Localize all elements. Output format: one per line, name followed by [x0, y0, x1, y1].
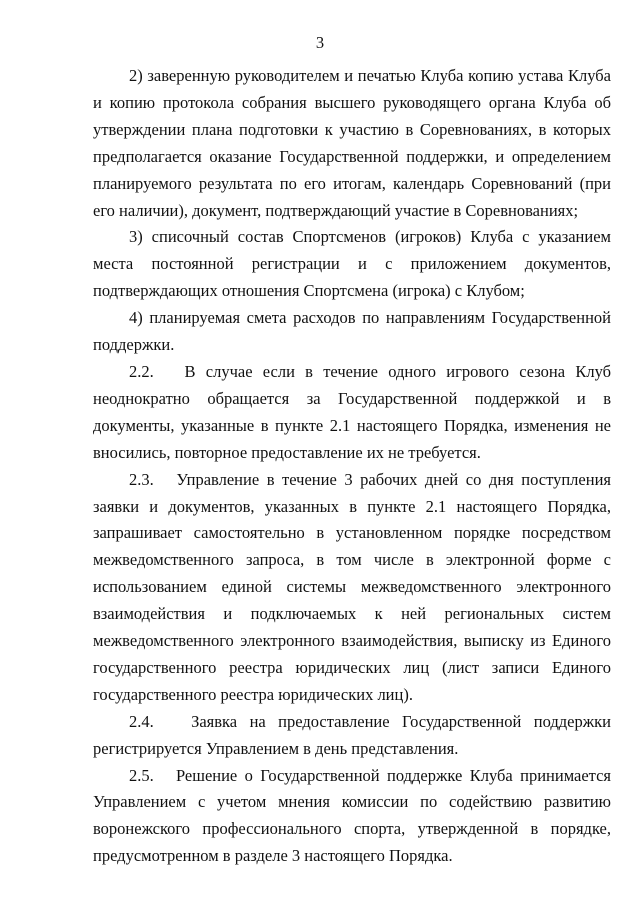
paragraph-item-3: 3) списочный состав Спортсменов (игроков) Клуба с указанием места постоянной регистрации и с приложением документов, подтверждающих отношения Спортсмена (игрока) с Клубом; [93, 227, 611, 301]
paragraph-2-3: 2.3. Управление в течение 3 рабочих дней со дня поступления заявки и документов, указанных в пункте 2.1 настоящего Порядка, запрашивает самостоятельно в установленном порядке посредством межведомственного запроса, в том числе в электронной форме с использованием единой системы межведомственного электронного взаимодействия и подключаемых к ней региональных систем межведомственного электронного взаимодействия, выписку из Единого государственного реестра юридических лиц (лист записи Единого государственного реестра юридических лиц). [93, 469, 611, 704]
paragraph-item-2: 2) заверенную руководителем и печатью Клуба копию устава Клуба и копию протокола собрания высшего руководящего органа Клуба об утверждении плана подготовки к участию в Соревнованиях, в которых предполагается оказание Государственной поддержки, и определением планируемого результата по его итогам, календарь Соревнований (при его наличии), документ, подтверждающий участие в Соревнованиях; [93, 66, 611, 220]
paragraph-item-4: 4) планируемая смета расходов по направлениям Государственной поддержки. [93, 308, 611, 355]
page-number: 3 [315, 33, 325, 52]
paragraph-2-4: 2.4. Заявка на предоставление Государственной поддержки регистрируется Управлением в день представления. [93, 711, 611, 758]
paragraph-2-2: 2.2. В случае если в течение одного игрового сезона Клуб неоднократно обращается за Государственной поддержкой и в документы, указанные в пункте 2.1 настоящего Порядка, изменения не вносились, повторное предоставление их не требуется. [93, 361, 611, 462]
paragraph-2-5: 2.5. Решение о Государственной поддержке Клуба принимается Управлением с учетом мнения комиссии по содействию развитию воронежского профессионального спорта, утвержденной в порядке, предусмотренном в разделе 3 настоящего Порядка. [93, 765, 611, 866]
document-body [93, 63, 611, 870]
